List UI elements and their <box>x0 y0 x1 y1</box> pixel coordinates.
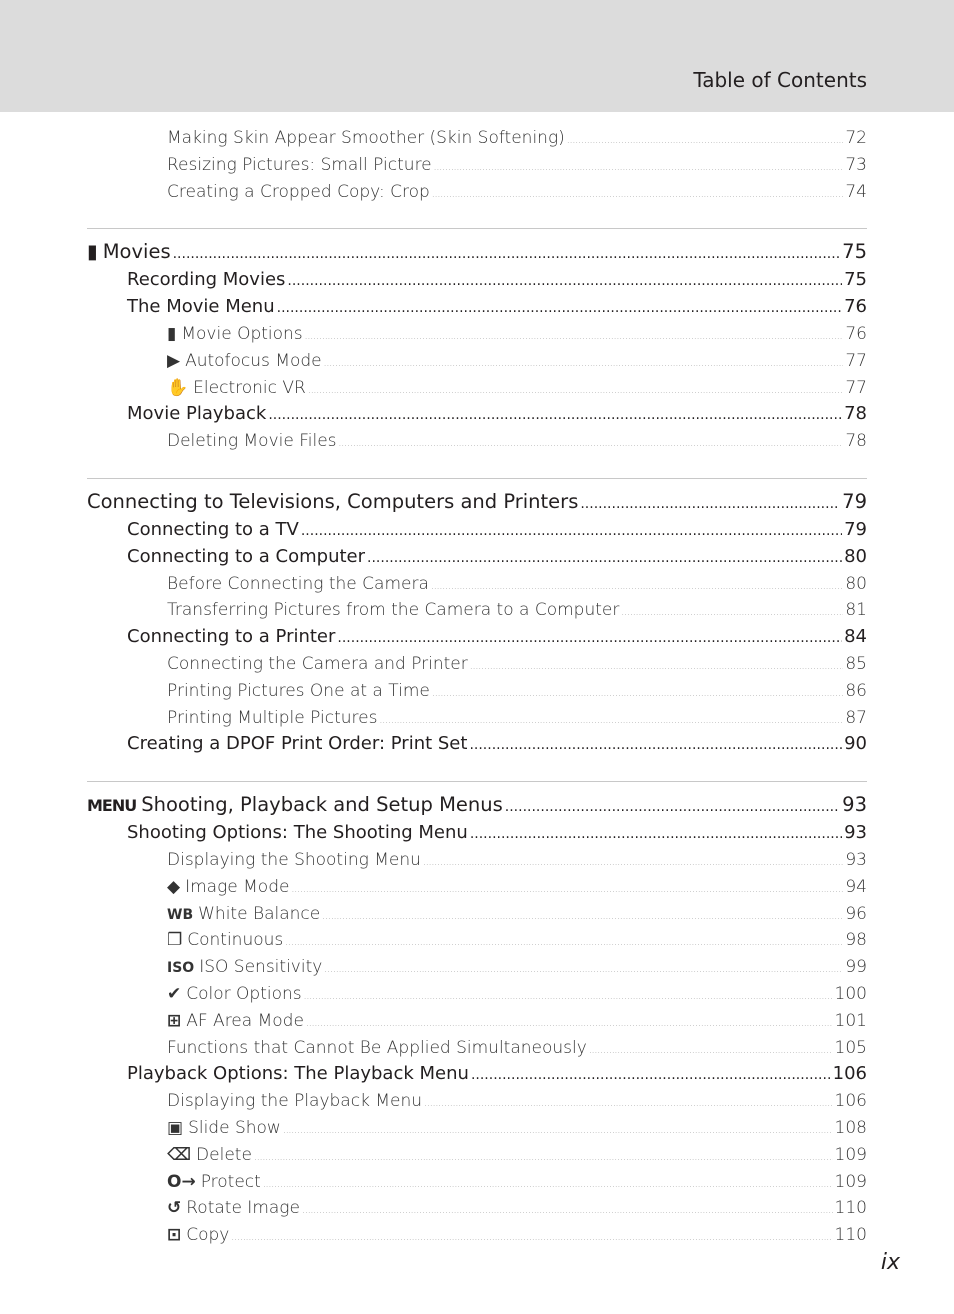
page-title: Table of Contents <box>693 68 867 92</box>
toc-entry[interactable]: Transferring Pictures from the Camera to a Computer ..... 81 <box>87 597 867 624</box>
copy-icon: ⊡ <box>167 1225 182 1246</box>
toc-entry[interactable]: ▶ Autofocus Mode ..... 77 <box>87 348 867 375</box>
trash-icon: ⌫ <box>167 1144 192 1165</box>
table-of-contents <box>87 125 867 1249</box>
toc-entry[interactable]: Creating a Cropped Copy: Crop ..... 74 <box>87 179 867 206</box>
page-number: ix <box>880 1250 900 1275</box>
toc-entry[interactable]: Printing Pictures One at a Time ..... 86 <box>87 678 867 705</box>
section-movies <box>87 228 867 455</box>
white-balance-icon: WB <box>167 906 194 923</box>
af-area-icon: ⊞ <box>167 1010 182 1031</box>
toc-entry[interactable]: Displaying the Playback Menu ..... 106 <box>87 1088 867 1115</box>
toc-entry[interactable]: O→ Protect ..... 109 <box>87 1169 867 1196</box>
toc-entry[interactable]: Shooting Options: The Shooting Menu ..... 93 <box>87 820 867 847</box>
toc-chapter-movies[interactable]: ▮ Movies ..... 75 <box>87 237 867 267</box>
toc-entry[interactable]: ▮ Movie Options ..... 76 <box>87 321 867 348</box>
section-connecting <box>87 478 867 758</box>
toc-entry[interactable]: ✔ Color Options ..... 100 <box>87 981 867 1008</box>
toc-entry[interactable]: ⊞ AF Area Mode ..... 101 <box>87 1008 867 1035</box>
toc-entry[interactable]: Recording Movies ..... 75 <box>87 267 867 294</box>
menu-icon: MENU <box>87 796 137 816</box>
toc-entry[interactable]: Playback Options: The Playback Menu ..... 106 <box>87 1061 867 1088</box>
toc-entry[interactable]: Making Skin Appear Smoother (Skin Softening) ..... 72 <box>87 125 867 152</box>
toc-entry[interactable]: Functions that Cannot Be Applied Simultaneously ..... 105 <box>87 1035 867 1062</box>
toc-entry[interactable]: ▣ Slide Show ..... 108 <box>87 1115 867 1142</box>
toc-entry[interactable]: ✋ Electronic VR ..... 77 <box>87 375 867 402</box>
movie-icon: ▮ <box>87 240 98 264</box>
toc-entry[interactable]: WB White Balance ..... 96 <box>87 901 867 928</box>
iso-icon: ISO <box>167 960 195 977</box>
toc-entry[interactable]: ⊡ Copy ..... 110 <box>87 1222 867 1249</box>
image-mode-icon: ◆ <box>167 876 181 897</box>
toc-entry[interactable]: Connecting to a Printer ..... 84 <box>87 624 867 651</box>
rotate-icon: ↺ <box>167 1198 182 1219</box>
toc-entry[interactable]: Movie Playback ..... 78 <box>87 401 867 428</box>
toc-entry[interactable]: Printing Multiple Pictures ..... 87 <box>87 705 867 732</box>
toc-entry[interactable]: ⌫ Delete ..... 109 <box>87 1142 867 1169</box>
toc-entry[interactable]: ❐ Continuous ..... 98 <box>87 927 867 954</box>
slide-show-icon: ▣ <box>167 1117 184 1138</box>
color-options-icon: ✔ <box>167 983 182 1004</box>
toc-entry[interactable]: ISO ISO Sensitivity ..... 99 <box>87 954 867 981</box>
toc-entry[interactable]: ◆ Image Mode ..... 94 <box>87 874 867 901</box>
toc-entry[interactable]: The Movie Menu ..... 76 <box>87 294 867 321</box>
vr-hand-icon: ✋ <box>167 377 189 398</box>
page-header <box>0 0 954 112</box>
toc-entry[interactable]: Connecting to a TV ..... 79 <box>87 517 867 544</box>
autofocus-icon: ▶ <box>167 350 181 371</box>
toc-entry[interactable]: Displaying the Shooting Menu ..... 93 <box>87 847 867 874</box>
key-icon: O→ <box>167 1171 196 1192</box>
toc-chapter-menus[interactable]: MENU Shooting, Playback and Setup Menus ..... 93 <box>87 790 867 820</box>
toc-chapter-connecting[interactable]: Connecting to Televisions, Computers and Printers ..... 79 <box>87 487 867 517</box>
toc-entry[interactable]: Creating a DPOF Print Order: Print Set ..... 90 <box>87 731 867 758</box>
toc-entry[interactable]: Before Connecting the Camera ..... 80 <box>87 571 867 598</box>
continuous-icon: ❐ <box>167 930 183 951</box>
toc-entry[interactable]: Connecting to a Computer ..... 80 <box>87 544 867 571</box>
toc-entry[interactable]: Deleting Movie Files ..... 78 <box>87 428 867 455</box>
toc-entry[interactable]: Connecting the Camera and Printer ..... 85 <box>87 651 867 678</box>
section-menus <box>87 781 867 1249</box>
toc-entry[interactable]: ↺ Rotate Image ..... 110 <box>87 1195 867 1222</box>
toc-entry[interactable]: Resizing Pictures: Small Picture ..... 73 <box>87 152 867 179</box>
movie-icon: ▮ <box>167 323 177 344</box>
